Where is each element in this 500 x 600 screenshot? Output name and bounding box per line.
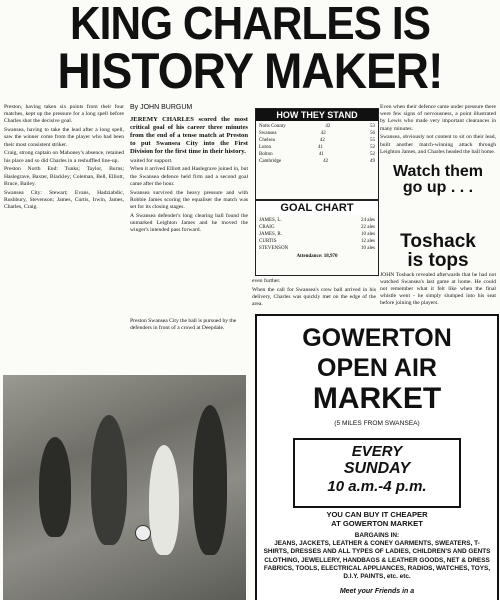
byline: By JOHN BURGUM [130, 104, 193, 111]
article-paragraph: A Swansea defender's long clearing ball found the unmarked Leighton James and he moved the winger's intended pass forward. [130, 212, 248, 234]
table-row: Luton 41 52 [259, 145, 375, 150]
article-paragraph: Swansea survived the heavy pressure and with Robbie James scoring the equaliser the match was set for its closing stages. [130, 189, 248, 210]
advert-title-gowerton: GOWERTON [302, 324, 452, 352]
advert-title-market: MARKET [312, 382, 442, 415]
player-figure [91, 415, 127, 545]
article-paragraph: Swansea, obviously not content to sit on their lead, built another match-winning attack through Leighton James, and Charles headed the ball home. [380, 134, 496, 155]
article-paragraph: even further. [252, 278, 281, 284]
table-row: STEVENSON 10 ales [259, 246, 375, 251]
headline-line-1: KING CHARLES IS [69, 0, 431, 49]
player-figure [149, 445, 179, 555]
table-row: Chelsea 42 55 [259, 138, 375, 143]
table-row: CURTIS 12 ales [259, 239, 375, 244]
article-paragraph: Preston, having taken six points from their four matches, kept up the pressure for a long spell before Charles shot the decisive goal. [4, 104, 124, 125]
advert-buy-cheaper: YOU CAN BUY IT CHEAPER AT GOWERTON MARKET [326, 510, 428, 528]
opening-times-box: EVERY SUNDAY 10 a.m.-4 p.m. [293, 438, 461, 508]
toshack-article: JOHN Toshack revealed afterwards that he had not watched Swansea's last game at home. He could not remember what it felt like when the final whistle went - he simply slumped into his seat before joining the players. [380, 272, 496, 306]
advert-title-open-air: OPEN AIR [317, 354, 437, 382]
player-figure [193, 405, 227, 555]
article-column-3 [252, 278, 376, 312]
photo-caption: Preston Swansea City the ball is pursued by the defenders in front of a crowd at Deepdale. [130, 318, 237, 331]
article-paragraph: When it arrived Elliott and Haslegrave joined in, but the Swansea defence held firm and a second goal came after the hour. [130, 166, 248, 187]
toshack-heading: Toshack is tops [400, 231, 476, 271]
table-row: JAMES, R. 10 ales [259, 232, 375, 237]
article-column-1 [4, 104, 124, 314]
match-photo [3, 375, 246, 600]
player-figure [39, 437, 71, 537]
article-column-4 [380, 104, 496, 162]
table-row: JAMES, L. 24 ales [259, 218, 375, 223]
article-paragraph: waited for support. [130, 157, 173, 164]
league-table-title: HOW THEY STAND [256, 109, 378, 121]
article-paragraph: Even when their defence came under pressure there were few signs of nervousness, a point illustrated by Lewis who made very important clearances in many minutes. [380, 104, 496, 132]
article-column-2 [130, 116, 248, 316]
article-paragraph: Preston North End: Tunks; Taylor, Burns; Haslegrave, Baxter, Blackley; Coleman, Bell, Elliott, Bruce, Bailey. [4, 166, 124, 187]
watch-them-heading: Watch them go up . . . [392, 163, 484, 196]
advert-distance: (5 MILES FROM SWANSEA) [334, 420, 420, 427]
football [135, 525, 151, 541]
headline [0, 0, 500, 99]
article-paragraph: Swansea, having to take the lead after a long spell, saw the winner come from the player who had been their most consistent striker. [4, 127, 124, 148]
goal-chart-title: GOAL CHART [256, 201, 378, 215]
league-table [256, 121, 378, 167]
table-row: Bolton 41 52 [259, 152, 375, 157]
advert-meet-friends: Meet your Friends in a [339, 588, 415, 595]
goal-chart-table [256, 215, 378, 262]
table-row: CRAIG 22 ales [259, 225, 375, 230]
table-row: Swansea 42 56 [259, 131, 375, 136]
article-paragraph: Swansea City: Stewart; Evans, Hadziabdic, Rushbury, Stevenson; James, Curtis, Irwin, James, Charles, Craig. [4, 189, 124, 211]
table-row: Notts County 42 53 [259, 124, 375, 129]
headline-line-2: HISTORY MAKER! [57, 43, 443, 99]
attendance: Attendance: 18,970 [296, 254, 338, 259]
table-row: Cambridge 42 49 [259, 159, 375, 164]
gowerton-market-advert [255, 314, 499, 600]
advert-bargains: BARGAINS IN: JEANS, JACKETS, LEATHER & CONEY GARMENTS, SWEATERS, T-SHIRTS, DRESSES AND ALL TYPES OF LADIES, CHILDREN'S AND GENTS CLOTHING, JEWELLERY, HANDBAGS & LEATHER GOODS, NET & DRESS FABRICS, TOOLS, ELECTRICAL APPLIANCES, RADIOS, WATCHES, TOYS, D.I.Y. PAINTS, etc. etc. [263, 532, 491, 581]
league-table-box [255, 108, 379, 200]
article-lead: JEREMY CHARLES scored the most critical goal of his career three minutes from the end of a tense match at Preston to put Swansea City into the First Division for the first time in their history. [130, 116, 248, 155]
goal-chart-box [255, 200, 379, 276]
article-paragraph: When the call for Swansea's crew ball arrived in his delivery, Charles was quickly met on the edge of the area. [252, 286, 376, 308]
article-paragraph: Craig, strong captain on Mahoney's absence, retained his place and so did Charles in a reshuffled line-up. [4, 150, 124, 164]
